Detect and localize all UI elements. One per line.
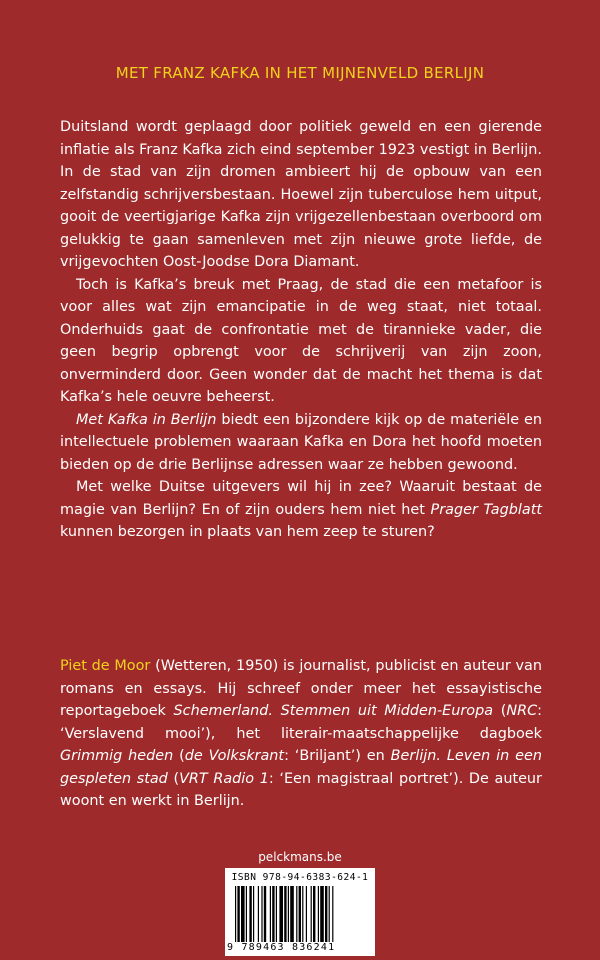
barcode-bar	[272, 886, 274, 942]
author-name: Piet de Moor	[60, 658, 151, 674]
barcode-bar	[290, 886, 294, 942]
barcode-bar	[276, 886, 277, 942]
bio-italic-4: de Volkskrant	[184, 748, 285, 764]
bio-text-5: : ‘Briljant’) en	[284, 748, 391, 764]
bio-text-3: : ‘Verslavend mooi’), het literair-maatschappelijke dagboek	[60, 703, 542, 742]
barcode-bar	[241, 886, 245, 942]
bio-text-7: : ‘Een magistraal portret’). De auteur woont en werkt in Berlijn.	[60, 770, 542, 809]
barcode-bar	[261, 886, 262, 942]
blurb-paragraph-3-text: biedt een bijzondere kijk op de materiële en intellectuele problemen waaraan Kafka en Dora het hoofd moeten bieden op de drie Berlijnse adressen waar ze hebben gewoond.	[60, 411, 542, 473]
barcode-bar	[296, 886, 297, 942]
barcode-bar	[246, 886, 247, 942]
barcode-number: 9 789463 836241	[227, 942, 336, 953]
bio-italic-3: Grimmig heden	[60, 748, 174, 764]
bio-italic-1: Schemerland. Stemmen uit Midden-Europa	[173, 703, 494, 719]
barcode-bar	[253, 886, 254, 942]
book-title-italic: Met Kafka in Berlijn	[76, 411, 217, 428]
barcode-bar	[264, 886, 266, 942]
bio-text-1: (Wetteren, 1950) is journalist, publicist en auteur van romans en essays. Hij schreef onder meer het essayistische reportageboek	[60, 658, 542, 719]
barcode-bar	[311, 886, 312, 942]
barcode-bar	[306, 886, 307, 942]
barcode-bar	[299, 886, 301, 942]
blurb-paragraph-2: Toch is Kafka’s breuk met Praag, de stad die een metafoor is voor alles wat zijn emancipatie in de weg staat, niet totaal. Onderhuids gaat de confrontatie met de tirannieke vader, die geen begrip opbrengt voor de schrijverij van zijn zoon, onverminderd door. Geen wonder dat de macht het thema is dat Kafka’s hele oeuvre beheerst.	[60, 276, 542, 405]
bio-italic-5: Berlijn. Leven in een gespleten stad	[60, 748, 542, 787]
barcode-bar	[332, 886, 333, 942]
barcode-bars	[235, 886, 365, 942]
barcode-bar	[249, 886, 251, 942]
barcode-bar	[288, 886, 289, 942]
barcode-bar	[318, 886, 319, 942]
barcode-bar	[258, 886, 259, 942]
barcode-bar	[270, 886, 271, 942]
bio-text-2: (	[493, 703, 507, 719]
blurb-paragraph-4-end: kunnen bezorgen in plaats van hem zeep te sturen?	[60, 524, 435, 540]
bio-italic-2: NRC	[506, 703, 538, 719]
barcode-bar	[325, 886, 327, 942]
author-bio	[60, 655, 542, 813]
book-title-heading: MET FRANZ KAFKA IN HET MIJNENVELD BERLIJN	[115, 64, 485, 82]
blurb-paragraph-3	[60, 409, 542, 477]
bio-italic-6: VRT Radio 1	[179, 770, 269, 787]
isbn-label: ISBN 978-94-6383-624-1	[231, 872, 369, 883]
bio-text-4: (	[173, 748, 185, 764]
newspaper-title: Prager Tagblatt	[430, 501, 542, 518]
barcode-bar	[320, 886, 324, 942]
barcode-bar	[313, 886, 315, 942]
isbn-barcode	[225, 868, 375, 956]
bio-text-6: (	[167, 770, 180, 787]
barcode-bar	[329, 886, 330, 942]
barcode-bar	[284, 886, 286, 942]
blurb-paragraph-4	[60, 476, 542, 544]
barcode-bar	[302, 886, 303, 942]
barcode-bar	[235, 886, 236, 942]
blurb-paragraph-1: Duitsland wordt geplaagd door politiek geweld en een gierende inflatie als Franz Kafka zich eind september 1923 vestigt in Berlijn. In de stad van zijn dromen ambieert hij de opbouw van een zelfstandig schrijversbestaan. Hoewel zijn tuberculose hem uitput, gooit de veertigjarige Kafka zijn vrijgezellenbestaan overboord om gelukkig te gaan samenleven met zijn nieuwe grote liefde, de vrijgevochten Oost-Joodse Dora Diamant.	[60, 119, 542, 270]
publisher-url: pelckmans.be	[258, 850, 342, 864]
barcode-bar	[237, 886, 239, 942]
barcode-bar	[279, 886, 283, 942]
blurb-paragraph-4-start: Met welke Duitse uitgevers wil hij in zee? Waaruit bestaat de magie van Berlijn? En of zijn ouders hem niet het	[60, 479, 542, 518]
blurb	[60, 116, 542, 544]
author-bio-paragraph	[60, 655, 542, 813]
